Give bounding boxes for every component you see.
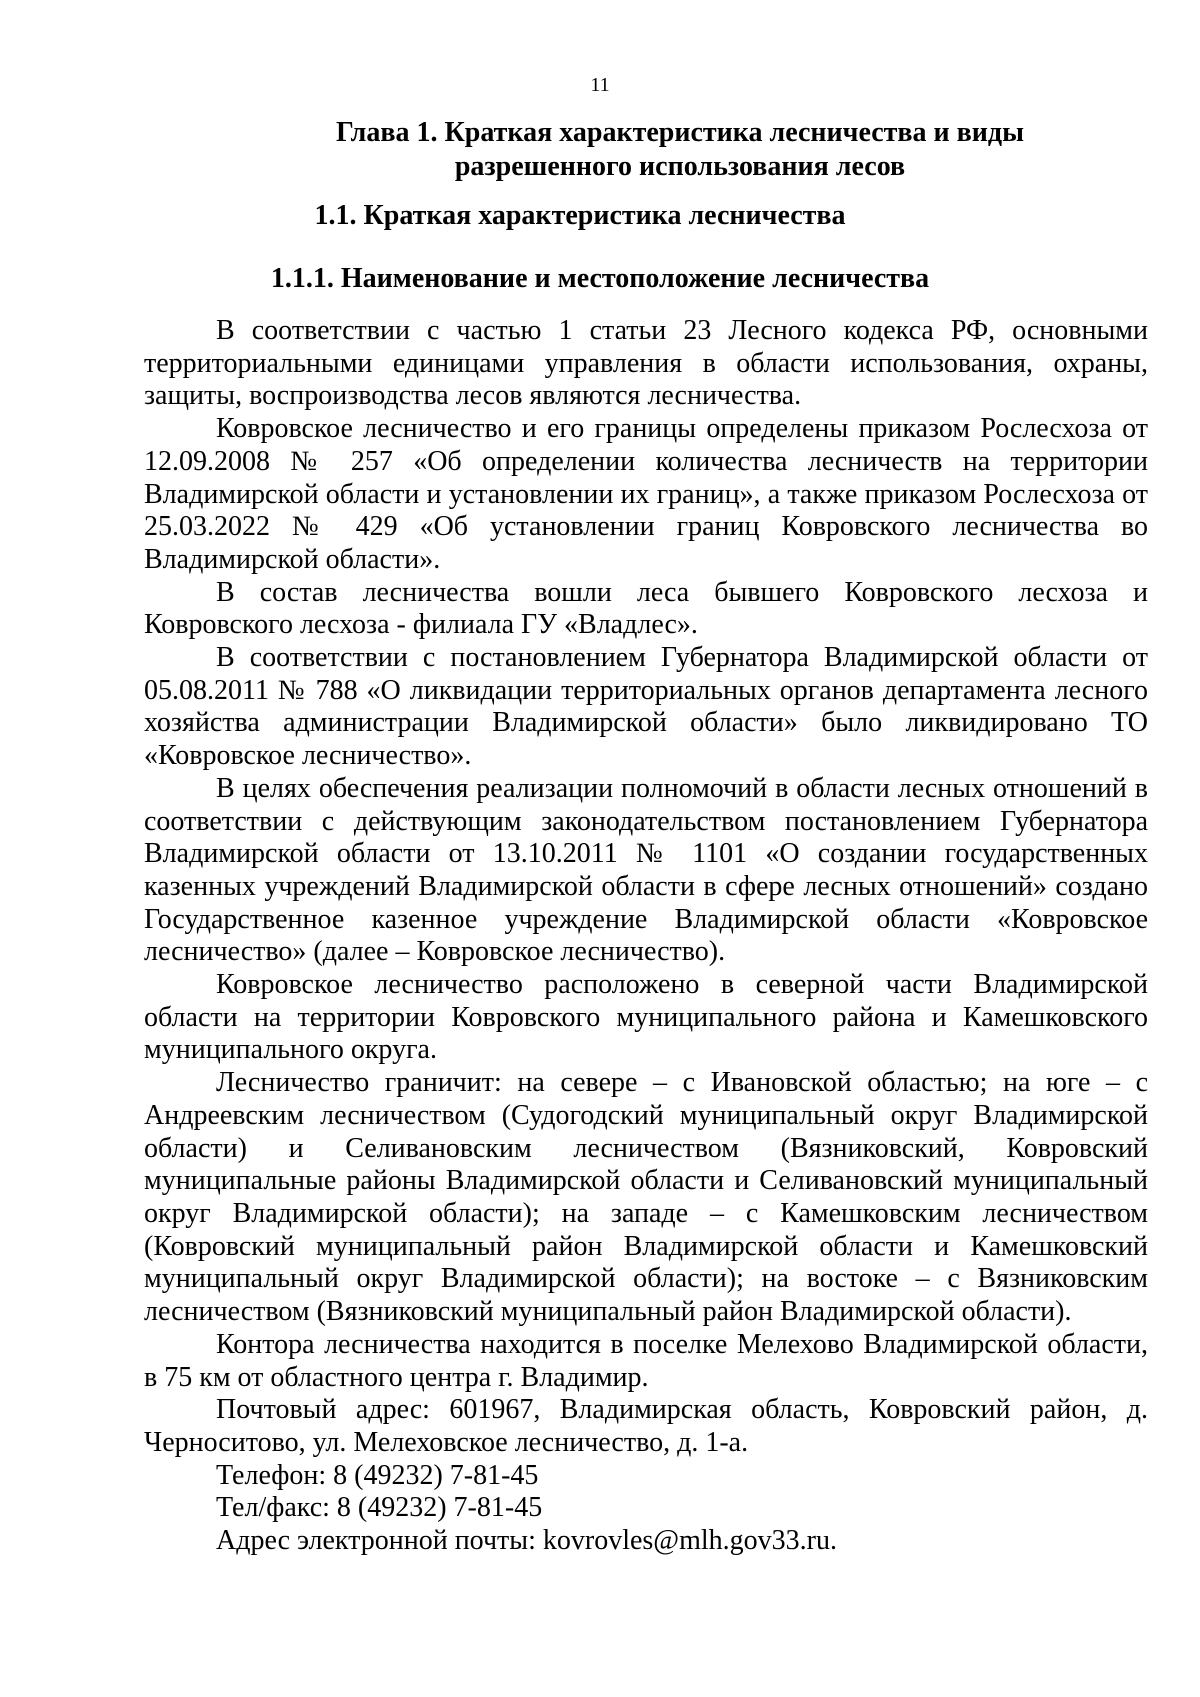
paragraph-liquidation: В соответствии с постановлением Губернатора Владимирской области от 05.08.2011 № 788 «О ликвидации территориальных органов департамента лесного хозяйства администрации Владимирской области» было ликвидировано ТО «Ковровское лесничество».	[144, 642, 1148, 772]
subsection-title: 1.1.1. Наименование и местоположение лесничества	[270, 263, 930, 294]
chapter-title: Глава 1. Краткая характеристика лесничества и виды разрешенного использования лесов	[336, 117, 1024, 182]
section-title: 1.1. Краткая характеристика лесничества	[314, 200, 846, 231]
page-number: 11	[590, 74, 610, 96]
paragraph-institution: В целях обеспечения реализации полномочий в области лесных отношений в соответствии с действующим законодательством постановлением Губернатора Владимирской области от 13.10.2011 № 1101 «О создании государственных казенных учреждений Владимирской области в сфере лесных отношений» создано Государственное казенное учреждение Владимирской области «Ковровское лесничество» (далее – Ковровское лесничество).	[144, 772, 1148, 968]
paragraph-neighbours: Лесничество граничит: на севере – с Ивановской областью; на юге – с Андреевским лесничеством (Судогодский муниципальный округ Владимирской области) и Селивановским лесничеством (Вязниковский, Ковровский муниципальные районы Владимирской области и Селивановский муниципальный округ Владимирской области); на западе – с Камешковским лесничеством (Ковровский муниципальный район Владимирской области и Камешковский муниципальный округ Владимирской области); на востоке – с Вязниковским лесничеством (Вязниковский муниципальный район Владимирской области).	[144, 1067, 1148, 1328]
paragraph-email: Адрес электронной почты: kovrovles@mlh.gov33.ru.	[216, 1525, 837, 1557]
paragraph-phone: Телефон: 8 (49232) 7-81-45	[216, 1459, 539, 1491]
paragraph-fax: Тел/факс: 8 (49232) 7-81-45	[216, 1492, 543, 1524]
body-text	[144, 315, 1148, 1558]
paragraph-office: Контора лесничества находится в поселке Мелехово Владимирской области, в 75 км от областного центра г. Владимир.	[144, 1328, 1148, 1393]
paragraph-borders-orders: Ковровское лесничество и его границы определены приказом Рослесхоза от 12.09.2008 № 257 «Об определении количества лесничеств на территории Владимирской области и установлении их границ», а также приказом Рослесхоза от 25.03.2022 № 429 «Об установлении границ Ковровского лесничества во Владимирской области».	[144, 413, 1148, 575]
paragraph-forestry-units: В соответствии с частью 1 статьи 23 Лесного кодекса РФ, основными территориальными единицами управления в области использования, охраны, защиты, воспроизводства лесов являются лесничества.	[144, 315, 1148, 412]
paragraph-postal-address: Почтовый адрес: 601967, Владимирская область, Ковровский район, д. Черноситово, ул. Мелеховское лесничество, д. 1-а.	[144, 1394, 1148, 1458]
paragraph-composition: В состав лесничества вошли леса бывшего Ковровского лесхоза и Ковровского лесхоза - филиала ГУ «Владлес».	[144, 576, 1148, 641]
paragraph-location: Ковровское лесничество расположено в северной части Владимирской области на территории Ковровского муниципального района и Камешковского муниципального округа.	[144, 969, 1148, 1066]
